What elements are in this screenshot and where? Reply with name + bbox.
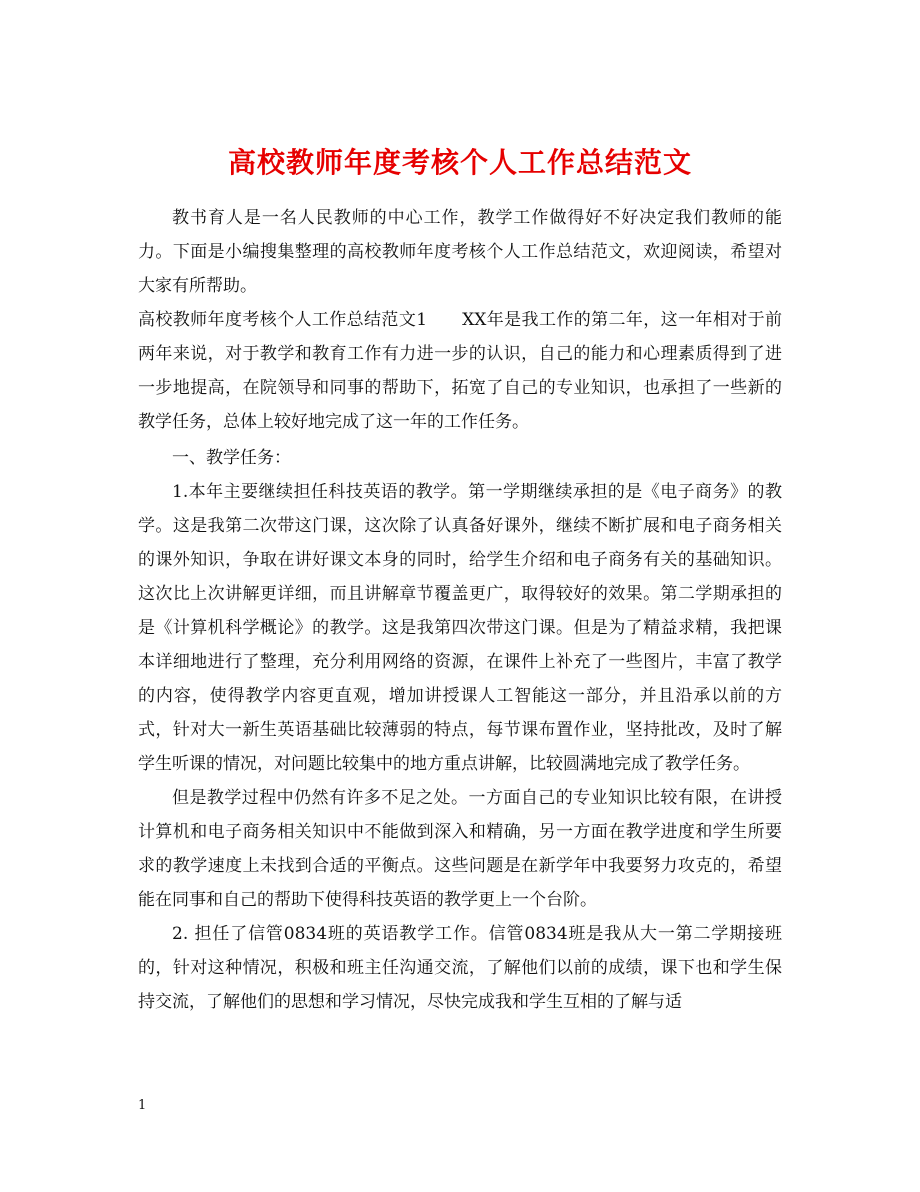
- section-1-paragraph: 高校教师年度考核个人工作总结范文1 XX年是我工作的第二年，这一年相对于前两年来说，对于教学和教育工作有力进一步的认识，自己的能力和心理素质得到了进一步地提高，在院领导和同事的帮助下，拓宽了自己的专业知识，也承担了一些新的教学任务，总体上较好地完成了这一年的工作任务。: [138, 310, 782, 432]
- intro-paragraph: 教书育人是一名人民教师的中心工作，教学工作做得好不好决定我们教师的能力。下面是小编搜集整理的高校教师年度考核个人工作总结范文，欢迎阅读，希望对大家有所帮助。: [138, 208, 782, 296]
- shortcomings-paragraph: 但是教学过程中仍然有许多不足之处。一方面自己的专业知识比较有限，在讲授计算机和电子商务相关知识中不能做到深入和精确，另一方面在教学进度和学生所要求的教学速度上未找到合适的平衡点。这些问题是在新学年中我要努力攻克的，希望能在同事和自己的帮助下使得科技英语的教学更上一个台阶。: [138, 788, 782, 910]
- document-body: [138, 201, 782, 1019]
- page-number: 1: [138, 1098, 147, 1113]
- document-title: 高校教师年度考核个人工作总结范文: [227, 145, 692, 179]
- teaching-task-heading: 一、教学任务：: [172, 448, 291, 468]
- teaching-item-2-paragraph: 2. 担任了信管0834班的英语教学工作。信管0834班是我从大一第二学期接班的，针对这种情况，积极和班主任沟通交流，了解他们以前的成绩，课下也和学生保持交流，了解他们的思想和学习情况，尽快完成我和学生互相的了解与适: [138, 924, 782, 1012]
- teaching-item-1-paragraph: 1.本年主要继续担任科技英语的教学。第一学期继续承担的是《电子商务》的教学。这是我第二次带这门课，这次除了认真备好课外，继续不断扩展和电子商务相关的课外知识，争取在讲好课文本身的同时，给学生介绍和电子商务有关的基础知识。这次比上次讲解更详细，而且讲解章节覆盖更广，取得较好的效果。第二学期承担的是《计算机科学概论》的教学。这是我第四次带这门课。但是为了精益求精，我把课本详细地进行了整理，充分利用网络的资源，在课件上补充了一些图片，丰富了教学的内容，使得教学内容更直观，增加讲授课人工智能这一部分，并且沿承以前的方式，针对大一新生英语基础比较薄弱的特点，每节课布置作业，坚持批改，及时了解学生听课的情况，对问题比较集中的地方重点讲解，比较圆满地完成了教学任务。: [138, 482, 782, 774]
